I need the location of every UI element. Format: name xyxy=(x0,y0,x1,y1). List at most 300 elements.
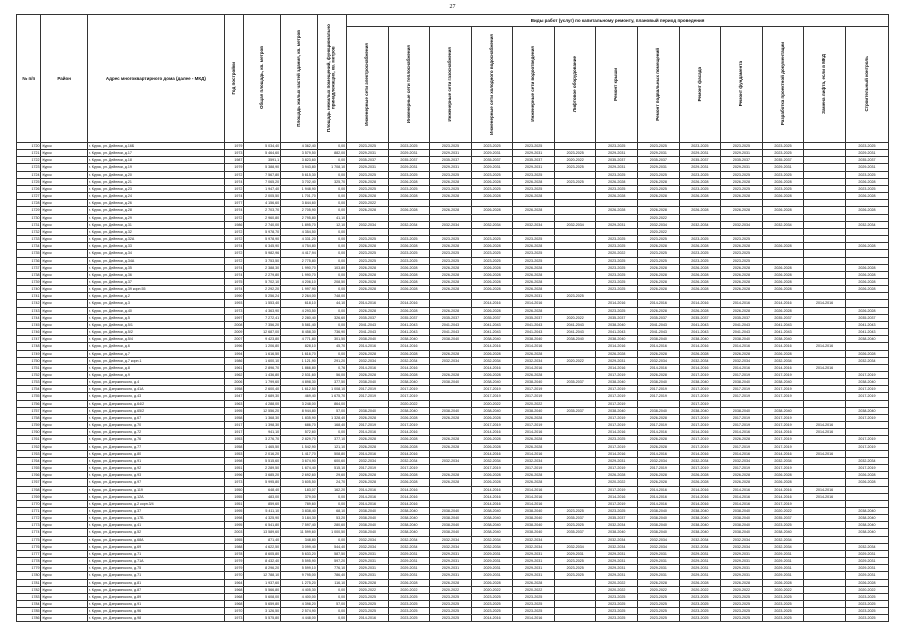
cell-living-area: 3 844,60 xyxy=(281,200,318,207)
cell-address: г. Курск, ул. Дейнеки, д.16Б xyxy=(87,143,224,150)
cell-nonliving-area: 508,80 xyxy=(317,450,346,457)
cell-work-period: 2029-2031 xyxy=(513,572,555,579)
cell-nonliving-area: 301,50 xyxy=(317,336,346,343)
cell-work-period xyxy=(554,214,596,221)
cell-work-period: 2032-2034 xyxy=(845,221,888,228)
cell-nonliving-area: 116,10 xyxy=(317,579,346,586)
cell-work-period: 2029-2031 xyxy=(513,565,555,572)
cell-work-period xyxy=(804,593,846,600)
cell-num: 1750 xyxy=(17,357,41,364)
cell-work-period: 2020-2022 xyxy=(596,579,638,586)
cell-year: 1963 xyxy=(224,400,244,407)
cell-work-period: 2023-2025 xyxy=(388,143,430,150)
cell-district: Курск xyxy=(41,314,87,321)
cell-work-period: 2038-2040 xyxy=(638,407,680,414)
cell-work-period: 2023-2025 xyxy=(513,185,555,192)
cell-work-period xyxy=(804,558,846,565)
cell-work-period: 2035-2037 xyxy=(347,314,389,321)
cell-work-period: 2026-2028 xyxy=(347,278,389,285)
cell-work-period: 2026-2028 xyxy=(721,193,763,200)
cell-work-period: 2026-2028 xyxy=(430,579,472,586)
cell-work-period xyxy=(721,228,763,235)
cell-work-period xyxy=(804,150,846,157)
cell-work-period: 2023-2025 xyxy=(430,171,472,178)
cell-address: г. Курск, ул. Дзержинского, д.98 xyxy=(87,615,224,622)
cell-work-period: 2032-2034 xyxy=(430,357,472,364)
cell-num: 1728 xyxy=(17,200,41,207)
cell-address: г. Курск, ул. Дейнеки, д.36 xyxy=(87,271,224,278)
cell-living-area: 1 612,50 xyxy=(281,386,318,393)
cell-num: 1732 xyxy=(17,228,41,235)
cell-address: г. Курск, ул. Дейнеки, д.40 xyxy=(87,307,224,314)
cell-work-period xyxy=(554,257,596,264)
cell-work-period: 2023-2025 xyxy=(638,143,680,150)
cell-work-period: 2020-2022 xyxy=(596,250,638,257)
cell-work-period xyxy=(804,314,846,321)
cell-total-area: 1 947,40 xyxy=(244,185,281,192)
cell-work-period: 2029-2031 xyxy=(388,150,430,157)
cell-work-period: 2020-2022 xyxy=(596,479,638,486)
cell-total-area: 3 685,20 xyxy=(244,472,281,479)
cell-year: 1961 xyxy=(224,364,244,371)
cell-work-period: 2035-2037 xyxy=(430,314,472,321)
cell-total-area: 8 296,20 xyxy=(244,565,281,572)
cell-work-period: 2017-2019 xyxy=(513,465,555,472)
cell-work-period xyxy=(804,479,846,486)
cell-work-period: 2023-2025 xyxy=(513,171,555,178)
cell-work-period: 2026-2028 xyxy=(430,443,472,450)
cell-work-period: 2026-2028 xyxy=(845,579,888,586)
cell-living-area: 469,40 xyxy=(281,393,318,400)
cell-district: Курск xyxy=(41,443,87,450)
cell-work-period: 2026-2028 xyxy=(347,436,389,443)
cell-work-period: 2023-2025 xyxy=(347,593,389,600)
cell-work-period: 2035-2037 xyxy=(554,379,596,386)
cell-work-period xyxy=(554,443,596,450)
cell-nonliving-area: 0,00 xyxy=(317,200,346,207)
table-row xyxy=(17,379,889,386)
cell-work-period: 2032-2034 xyxy=(513,457,555,464)
cell-work-period: 2014-2016 xyxy=(596,364,638,371)
table-body xyxy=(17,143,889,622)
cell-work-period: 2029-2031 xyxy=(596,164,638,171)
cell-work-period: 2032-2034 xyxy=(430,543,472,550)
cell-work-period: 2014-2016 xyxy=(762,364,804,371)
cell-year: 1973 xyxy=(224,615,244,622)
cell-work-period xyxy=(845,300,888,307)
cell-work-period: 2017-2019 xyxy=(596,443,638,450)
cell-work-period: 2041-2043 xyxy=(388,329,430,336)
cell-work-period xyxy=(554,171,596,178)
cell-year: 1964 xyxy=(224,579,244,586)
cell-work-period: 2023-2025 xyxy=(721,608,763,615)
cell-total-area: 5 566,80 xyxy=(244,586,281,593)
cell-work-period: 2023-2025 xyxy=(513,143,555,150)
cell-work-period: 2014-2016 xyxy=(471,364,513,371)
cell-work-period: 2029-2031 xyxy=(679,565,721,572)
cell-work-period xyxy=(430,300,472,307)
cell-work-period: 2023-2025 xyxy=(471,593,513,600)
cell-work-period: 2014-2016 xyxy=(596,300,638,307)
cell-work-period: 2023-2025 xyxy=(347,143,389,150)
cell-work-period: 2041-2043 xyxy=(721,329,763,336)
cell-district: Курск xyxy=(41,536,87,543)
cell-nonliving-area: 1 008,10 xyxy=(317,386,346,393)
cell-living-area: 5 595,90 xyxy=(281,558,318,565)
cell-work-period: 2029-2031 xyxy=(347,550,389,557)
cell-work-period: 2026-2028 xyxy=(762,307,804,314)
cell-address: г. Курск, ул. Дзержинского, д.72 xyxy=(87,429,224,436)
cell-work-period: 2026-2028 xyxy=(596,207,638,214)
cell-work-period: 2023-2025 xyxy=(513,593,555,600)
cell-work-period xyxy=(804,236,846,243)
cell-district: Курск xyxy=(41,572,87,579)
cell-district: Курск xyxy=(41,214,87,221)
cell-total-area: 5 388,90 xyxy=(244,164,281,171)
cell-nonliving-area: 326,60 xyxy=(317,314,346,321)
cell-work-period: 2017-2019 xyxy=(347,386,389,393)
cell-nonliving-area: 1 328,40 xyxy=(317,414,346,421)
cell-work-period: 2023-2025 xyxy=(347,236,389,243)
cell-living-area: 4 448,00 xyxy=(281,615,318,622)
cell-work-period: 2041-2043 xyxy=(638,321,680,328)
cell-district: Курск xyxy=(41,207,87,214)
cell-district: Курск xyxy=(41,400,87,407)
cell-num: 1748 xyxy=(17,343,41,350)
cell-work-period: 2029-2031 xyxy=(721,572,763,579)
cell-work-period: 2020-2022 xyxy=(430,586,472,593)
cell-work-period xyxy=(804,515,846,522)
cell-total-area: 2 896,70 xyxy=(244,364,281,371)
cell-work-period: 2041-2043 xyxy=(471,329,513,336)
cell-nonliving-area: 0,00 xyxy=(317,243,346,250)
cell-address: г. Курск, ул. Дейнеки, д.28 xyxy=(87,207,224,214)
header-living-area xyxy=(281,15,318,143)
cell-work-period: 2032-2034 xyxy=(638,357,680,364)
cell-work-period: 2041-2043 xyxy=(513,329,555,336)
cell-year: 1955 xyxy=(224,536,244,543)
cell-work-period: 2014-2016 xyxy=(347,429,389,436)
table-row xyxy=(17,436,889,443)
cell-address: г. Курск, ул. Дзержинского, д.52 xyxy=(87,529,224,536)
cell-year: 1972 xyxy=(224,257,244,264)
table-row xyxy=(17,572,889,579)
cell-nonliving-area: 0,00 xyxy=(317,157,346,164)
cell-living-area: 4 754,80 xyxy=(281,243,318,250)
cell-address: г. Курск, ул. Дейнеки, д.26 xyxy=(87,200,224,207)
cell-work-period: 2017-2019 xyxy=(762,393,804,400)
cell-living-area: 5 581,40 xyxy=(281,321,318,328)
cell-district: Курск xyxy=(41,450,87,457)
cell-work-period xyxy=(471,293,513,300)
cell-work-period: 2014-2016 xyxy=(388,364,430,371)
cell-work-period: 2029-2031 xyxy=(347,150,389,157)
cell-num: 1733 xyxy=(17,236,41,243)
cell-work-period: 2029-2031 xyxy=(762,558,804,565)
cell-work-period: 2026-2028 xyxy=(430,207,472,214)
cell-district: Курск xyxy=(41,157,87,164)
cell-work-period: 2026-2028 xyxy=(721,479,763,486)
cell-work-period xyxy=(845,536,888,543)
cell-work-period: 2026-2028 xyxy=(679,178,721,185)
cell-nonliving-area: 291,20 xyxy=(317,357,346,364)
cell-work-period xyxy=(845,486,888,493)
cell-work-period: 2014-2016 xyxy=(347,300,389,307)
table-row xyxy=(17,500,889,507)
cell-work-period: 2023-2025 xyxy=(596,436,638,443)
cell-district: Курск xyxy=(41,493,87,500)
cell-work-period: 2026-2028 xyxy=(513,278,555,285)
cell-work-period: 2038-2040 xyxy=(845,379,888,386)
cell-work-period: 2026-2028 xyxy=(845,264,888,271)
cell-work-period: 2023-2025 xyxy=(347,171,389,178)
cell-living-area: 828,10 xyxy=(281,343,318,350)
cell-work-period xyxy=(554,450,596,457)
cell-work-period: 2038-2040 xyxy=(430,379,472,386)
cell-work-period xyxy=(762,400,804,407)
cell-work-period: 2035-2037 xyxy=(554,515,596,522)
cell-total-area: 12 556,20 xyxy=(244,407,281,414)
cell-work-period: 2026-2028 xyxy=(347,307,389,314)
cell-living-area: 4 293,50 xyxy=(281,307,318,314)
cell-work-period: 2029-2031 xyxy=(596,150,638,157)
cell-total-area: 5 659,80 xyxy=(244,601,281,608)
cell-work-period: 2014-2016 xyxy=(679,450,721,457)
cell-work-period xyxy=(804,243,846,250)
cell-work-period: 2029-2031 xyxy=(638,565,680,572)
cell-work-period xyxy=(762,236,804,243)
table-row xyxy=(17,414,889,421)
cell-district: Курск xyxy=(41,164,87,171)
cell-work-period: 2029-2031 xyxy=(638,572,680,579)
cell-work-period: 2026-2028 xyxy=(347,479,389,486)
cell-work-period: 2029-2031 xyxy=(845,550,888,557)
cell-work-period: 2023-2025 xyxy=(513,257,555,264)
cell-work-period: 2041-2043 xyxy=(679,321,721,328)
cell-work-period: 2029-2031 xyxy=(430,565,472,572)
cell-work-period: 2026-2028 xyxy=(471,193,513,200)
header-work-label: Инженерные сети электроснабжения xyxy=(364,42,370,126)
cell-work-period: 2026-2028 xyxy=(762,178,804,185)
cell-nonliving-area: 325,70 xyxy=(317,178,346,185)
cell-work-period: 2032-2034 xyxy=(762,536,804,543)
cell-work-period: 2026-2028 xyxy=(430,372,472,379)
cell-total-area: 12 788,10 xyxy=(244,572,281,579)
table-row xyxy=(17,221,889,228)
cell-nonliving-area: 736,90 xyxy=(317,329,346,336)
cell-work-period: 2014-2016 xyxy=(513,343,555,350)
cell-work-period: 2026-2028 xyxy=(638,207,680,214)
cell-work-period: 2032-2034 xyxy=(762,357,804,364)
cell-work-period: 2041-2043 xyxy=(388,321,430,328)
table-row xyxy=(17,593,889,600)
table-row xyxy=(17,364,889,371)
table-row xyxy=(17,586,889,593)
cell-work-period: 2026-2028 xyxy=(471,472,513,479)
cell-nonliving-area: 0,00 xyxy=(317,586,346,593)
cell-district: Курск xyxy=(41,379,87,386)
cell-district: Курск xyxy=(41,579,87,586)
cell-living-area: 8 458,30 xyxy=(281,329,318,336)
cell-work-period xyxy=(554,264,596,271)
cell-work-period: 2029-2031 xyxy=(513,558,555,565)
cell-work-period: 2023-2025 xyxy=(679,171,721,178)
cell-living-area: 4 398,20 xyxy=(281,601,318,608)
cell-work-period xyxy=(845,343,888,350)
cell-work-period: 2038-2040 xyxy=(347,529,389,536)
table-row xyxy=(17,214,889,221)
cell-work-period: 2032-2034 xyxy=(388,357,430,364)
cell-nonliving-area: 44,10 xyxy=(317,300,346,307)
cell-work-period: 2014-2016 xyxy=(513,364,555,371)
cell-total-area: 871,40 xyxy=(244,536,281,543)
cell-work-period xyxy=(804,178,846,185)
cell-num: 1742 xyxy=(17,300,41,307)
cell-work-period: 2023-2025 xyxy=(596,615,638,622)
cell-work-period: 2023-2025 xyxy=(679,185,721,192)
cell-work-period: 2026-2028 xyxy=(721,207,763,214)
cell-year: 1953 xyxy=(224,450,244,457)
cell-address: г. Курск, ул. Дейнеки, д.35 xyxy=(87,264,224,271)
cell-nonliving-area: 57,00 xyxy=(317,407,346,414)
cell-work-period: 2014-2016 xyxy=(347,364,389,371)
cell-work-period: 2017-2019 xyxy=(721,372,763,379)
cell-work-period: 2038-2040 xyxy=(347,379,389,386)
table-row xyxy=(17,236,889,243)
cell-work-period xyxy=(430,364,472,371)
cell-work-period: 2035-2037 xyxy=(679,314,721,321)
cell-living-area: 2 705,90 xyxy=(281,207,318,214)
cell-address: г. Курск, ул. Дейнеки, д.18 xyxy=(87,157,224,164)
cell-work-period: 2026-2028 xyxy=(388,178,430,185)
cell-work-period xyxy=(721,293,763,300)
cell-year: 1973 xyxy=(224,150,244,157)
cell-nonliving-area: 0,00 xyxy=(317,321,346,328)
cell-work-period: 2023-2025 xyxy=(554,293,596,300)
header-year-label: Год постройки xyxy=(230,61,236,95)
cell-work-period xyxy=(554,200,596,207)
cell-district: Курск xyxy=(41,479,87,486)
cell-work-period xyxy=(804,214,846,221)
cell-work-period: 2017-2019 xyxy=(762,386,804,393)
cell-work-period: 2017-2019 xyxy=(679,400,721,407)
cell-work-period: 2038-2040 xyxy=(430,336,472,343)
cell-total-area: 4 363,90 xyxy=(244,307,281,314)
cell-num: 1749 xyxy=(17,350,41,357)
cell-work-period: 2038-2040 xyxy=(471,407,513,414)
cell-nonliving-area: 0,00 xyxy=(317,171,346,178)
cell-work-period: 2029-2031 xyxy=(513,150,555,157)
cell-work-period: 2017-2019 xyxy=(679,386,721,393)
cell-address: г. Курск, ул. Дзержинского, д.77 xyxy=(87,443,224,450)
table-row xyxy=(17,321,889,328)
cell-work-period: 2026-2028 xyxy=(388,264,430,271)
cell-total-area: 5 575,80 xyxy=(244,615,281,622)
cell-district: Курск xyxy=(41,228,87,235)
table-row xyxy=(17,164,889,171)
cell-work-period: 2017-2019 xyxy=(513,393,555,400)
table-row xyxy=(17,200,889,207)
cell-work-period xyxy=(554,271,596,278)
cell-work-period: 2017-2019 xyxy=(721,393,763,400)
cell-work-period: 2041-2043 xyxy=(554,329,596,336)
cell-work-period: 2029-2031 xyxy=(721,550,763,557)
cell-work-period xyxy=(762,250,804,257)
cell-work-period: 2023-2025 xyxy=(845,615,888,622)
cell-nonliving-area: 600,60 xyxy=(317,457,346,464)
cell-work-period: 2032-2034 xyxy=(679,536,721,543)
cell-address: г. Курск, ул. Дейнеки, д.5 xyxy=(87,314,224,321)
cell-work-period: 2026-2028 xyxy=(388,579,430,586)
table-row xyxy=(17,493,889,500)
cell-work-period: 2023-2025 xyxy=(388,171,430,178)
header-work-8 xyxy=(638,27,680,143)
cell-work-period: 2017-2019 xyxy=(679,414,721,421)
cell-work-period: 2029-2031 xyxy=(845,150,888,157)
cell-address: г. Курск, ул. Дейнеки, д.29 xyxy=(87,214,224,221)
cell-work-period: 2023-2025 xyxy=(347,601,389,608)
cell-work-period: 2026-2028 xyxy=(347,286,389,293)
table-row xyxy=(17,400,889,407)
table-row xyxy=(17,393,889,400)
cell-work-period: 2032-2034 xyxy=(471,457,513,464)
cell-district: Курск xyxy=(41,608,87,615)
cell-work-period: 2041-2043 xyxy=(845,321,888,328)
cell-work-period: 2038-2040 xyxy=(596,321,638,328)
cell-work-period: 2023-2025 xyxy=(554,150,596,157)
cell-address: г. Курск, ул. Дзержинского, д.71А xyxy=(87,558,224,565)
table-row xyxy=(17,507,889,514)
cell-num: 1784 xyxy=(17,601,41,608)
cell-work-period: 2038-2040 xyxy=(762,379,804,386)
cell-work-period: 2026-2028 xyxy=(638,278,680,285)
cell-work-period: 2032-2034 xyxy=(638,536,680,543)
cell-district: Курск xyxy=(41,601,87,608)
cell-work-period: 2023-2025 xyxy=(679,236,721,243)
cell-work-period: 2026-2028 xyxy=(762,278,804,285)
cell-address: г. Курск, ул. Дзержинского, д.89 xyxy=(87,593,224,600)
cell-work-period: 2026-2028 xyxy=(762,271,804,278)
cell-work-period: 2023-2025 xyxy=(554,164,596,171)
cell-work-period xyxy=(804,393,846,400)
cell-work-period: 2035-2037 xyxy=(638,314,680,321)
cell-work-period: 2017-2019 xyxy=(471,465,513,472)
cell-work-period: 2023-2025 xyxy=(845,601,888,608)
cell-work-period: 2014-2016 xyxy=(388,493,430,500)
header-total-area xyxy=(244,15,281,143)
cell-address: г. Курск, ул. Дейнеки, д.34А xyxy=(87,257,224,264)
cell-living-area: 348,80 xyxy=(281,536,318,543)
cell-address: г. Курск, ул. Дейнеки, д.39 корп.55 xyxy=(87,286,224,293)
cell-num: 1754 xyxy=(17,386,41,393)
table-row xyxy=(17,558,889,565)
cell-district: Курск xyxy=(41,507,87,514)
cell-work-period xyxy=(804,457,846,464)
cell-work-period: 2041-2043 xyxy=(347,329,389,336)
cell-nonliving-area: 0,00 xyxy=(317,307,346,314)
cell-work-period: 2023-2025 xyxy=(388,257,430,264)
cell-work-period: 2023-2025 xyxy=(471,185,513,192)
cell-work-period xyxy=(554,193,596,200)
cell-work-period xyxy=(430,343,472,350)
cell-num: 1720 xyxy=(17,143,41,150)
cell-work-period: 2026-2028 xyxy=(513,207,555,214)
cell-work-period xyxy=(554,250,596,257)
cell-living-area: 3 099,40 xyxy=(281,543,318,550)
cell-work-period: 2023-2025 xyxy=(513,601,555,608)
cell-work-period: 2023-2025 xyxy=(721,143,763,150)
cell-district: Курск xyxy=(41,243,87,250)
